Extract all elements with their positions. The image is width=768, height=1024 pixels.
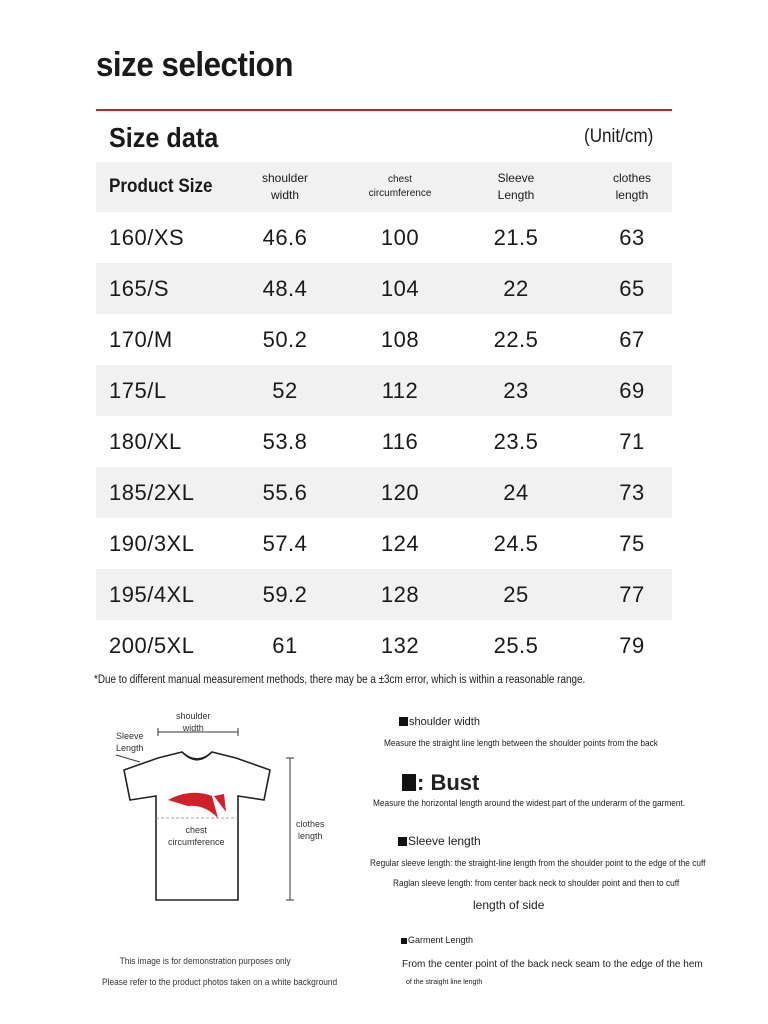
table-row (96, 416, 672, 467)
cell-chest: 128 (380, 581, 420, 607)
cell-chest: 120 (380, 479, 420, 505)
cell-clothes-length: 67 (619, 326, 645, 352)
header-shoulder-width (235, 162, 335, 212)
bullet-icon (398, 837, 407, 846)
measurement-note: *Due to different manual measurement methods, there may be a ±3cm error, which is within a reasonable range. (94, 674, 586, 686)
garment-length-subtext: of the straight line length (406, 979, 483, 986)
table-header-row (96, 162, 672, 212)
cell-chest: 104 (380, 275, 420, 301)
cell-shoulder-width: 52 (272, 377, 298, 403)
cell-shoulder-width: 50.2 (262, 326, 308, 352)
header-sleeve-line1: Sleeve (497, 171, 535, 185)
demo-disclaimer-line2: Please refer to the product photos taken on a white background (102, 977, 338, 988)
cell-sleeve-length: 22 (503, 275, 529, 301)
header-shoulder-line1: shoulder (261, 171, 309, 185)
cell-shoulder-width: 55.6 (262, 479, 308, 505)
cell-clothes-length: 65 (619, 275, 645, 301)
cell-clothes-length: 71 (619, 428, 645, 454)
title-divider (96, 109, 672, 111)
cell-shoulder-width: 57.4 (262, 530, 308, 556)
table-row (96, 467, 672, 518)
sleeve-length-text-raglan: Raglan sleeve length: from center back neck to shoulder point and then to cuff (393, 878, 680, 888)
table-row (96, 518, 672, 569)
cell-clothes-length: 77 (619, 581, 645, 607)
cell-chest: 124 (380, 530, 420, 556)
table-row (96, 314, 672, 365)
sleeve-length-title: Sleeve length (398, 834, 481, 848)
table-row (96, 620, 672, 671)
sleeve-length-text-side: length of side (473, 898, 545, 912)
section-title: Size data (109, 122, 219, 153)
cell-sleeve-length: 24 (503, 479, 529, 505)
cell-chest: 116 (381, 428, 419, 454)
bullet-icon (402, 774, 416, 791)
header-sleeve-line2: Length (497, 188, 535, 202)
demo-disclaimer-line1: This image is for demonstration purposes only (119, 956, 291, 967)
garment-length-text: From the center point of the back neck seam to the edge of the hem (402, 959, 703, 970)
tshirt-diagram (100, 700, 340, 920)
header-clothes-length (582, 162, 682, 212)
header-sleeve-length (466, 162, 566, 212)
cell-shoulder-width: 59.2 (262, 581, 308, 607)
cell-chest: 112 (381, 377, 419, 403)
table-row (96, 365, 672, 416)
diagram-shoulder-label: shoulder width (176, 711, 211, 733)
cell-clothes-length: 73 (619, 479, 645, 505)
cell-shoulder-width: 61 (272, 632, 298, 658)
cell-chest: 132 (380, 632, 420, 658)
bust-title: : Bust (402, 770, 479, 796)
cell-shoulder-width: 48.4 (262, 275, 308, 301)
cell-sleeve-length: 25.5 (493, 632, 539, 658)
cell-clothes-length: 63 (619, 224, 645, 250)
garment-length-title: Garment Length (401, 935, 473, 945)
bullet-icon (401, 938, 407, 944)
cell-size: 190/3XL (109, 530, 195, 556)
diagram-chest-label: chest circumference (168, 825, 225, 847)
cell-size: 160/XS (109, 224, 185, 250)
header-chest-line2: circumference (368, 188, 432, 199)
cell-size: 185/2XL (109, 479, 195, 505)
cell-sleeve-length: 23 (503, 377, 529, 403)
cell-clothes-length: 75 (619, 530, 645, 556)
cell-clothes-length: 79 (619, 632, 645, 658)
cell-shoulder-width: 46.6 (262, 224, 308, 250)
cell-sleeve-length: 21.5 (493, 224, 539, 250)
header-product-size: Product Size (109, 176, 213, 197)
shoulder-width-title: shoulder width (399, 716, 480, 728)
cell-sleeve-length: 23.5 (493, 428, 539, 454)
bust-text: Measure the horizontal length around the widest part of the underarm of the garment. (373, 798, 686, 808)
cell-chest: 100 (380, 224, 420, 250)
diagram-sleeve-label: Sleeve Length (116, 731, 144, 753)
page-title: size selection (96, 46, 293, 84)
cell-size: 180/XL (109, 428, 182, 454)
cell-size: 175/L (109, 377, 167, 403)
cell-size: 165/S (109, 275, 169, 301)
header-clothes-line2: length (615, 188, 649, 202)
shoulder-width-text: Measure the straight line length between the shoulder points from the back (384, 738, 658, 748)
size-table (96, 162, 672, 671)
sleeve-length-text-regular: Regular sleeve length: the straight-line length from the shoulder point to the edge of the cuff (370, 858, 706, 868)
header-chest-line1: chest (388, 174, 412, 185)
header-shoulder-line2: width (270, 188, 299, 202)
cell-chest: 108 (380, 326, 420, 352)
header-chest-circumference (350, 162, 450, 212)
cell-size: 200/5XL (109, 632, 195, 658)
table-row (96, 569, 672, 620)
cell-size: 195/4XL (109, 581, 195, 607)
diagram-clothes-label: clothes length (296, 819, 325, 841)
cell-size: 170/M (109, 326, 173, 352)
unit-label: (Unit/cm) (584, 126, 654, 147)
cell-clothes-length: 69 (619, 377, 645, 403)
table-row (96, 212, 672, 263)
table-row (96, 263, 672, 314)
cell-sleeve-length: 25 (503, 581, 529, 607)
cell-sleeve-length: 24.5 (493, 530, 539, 556)
header-clothes-line1: clothes (612, 171, 652, 185)
cell-shoulder-width: 53.8 (262, 428, 308, 454)
cell-sleeve-length: 22.5 (493, 326, 539, 352)
bullet-icon (399, 717, 408, 726)
